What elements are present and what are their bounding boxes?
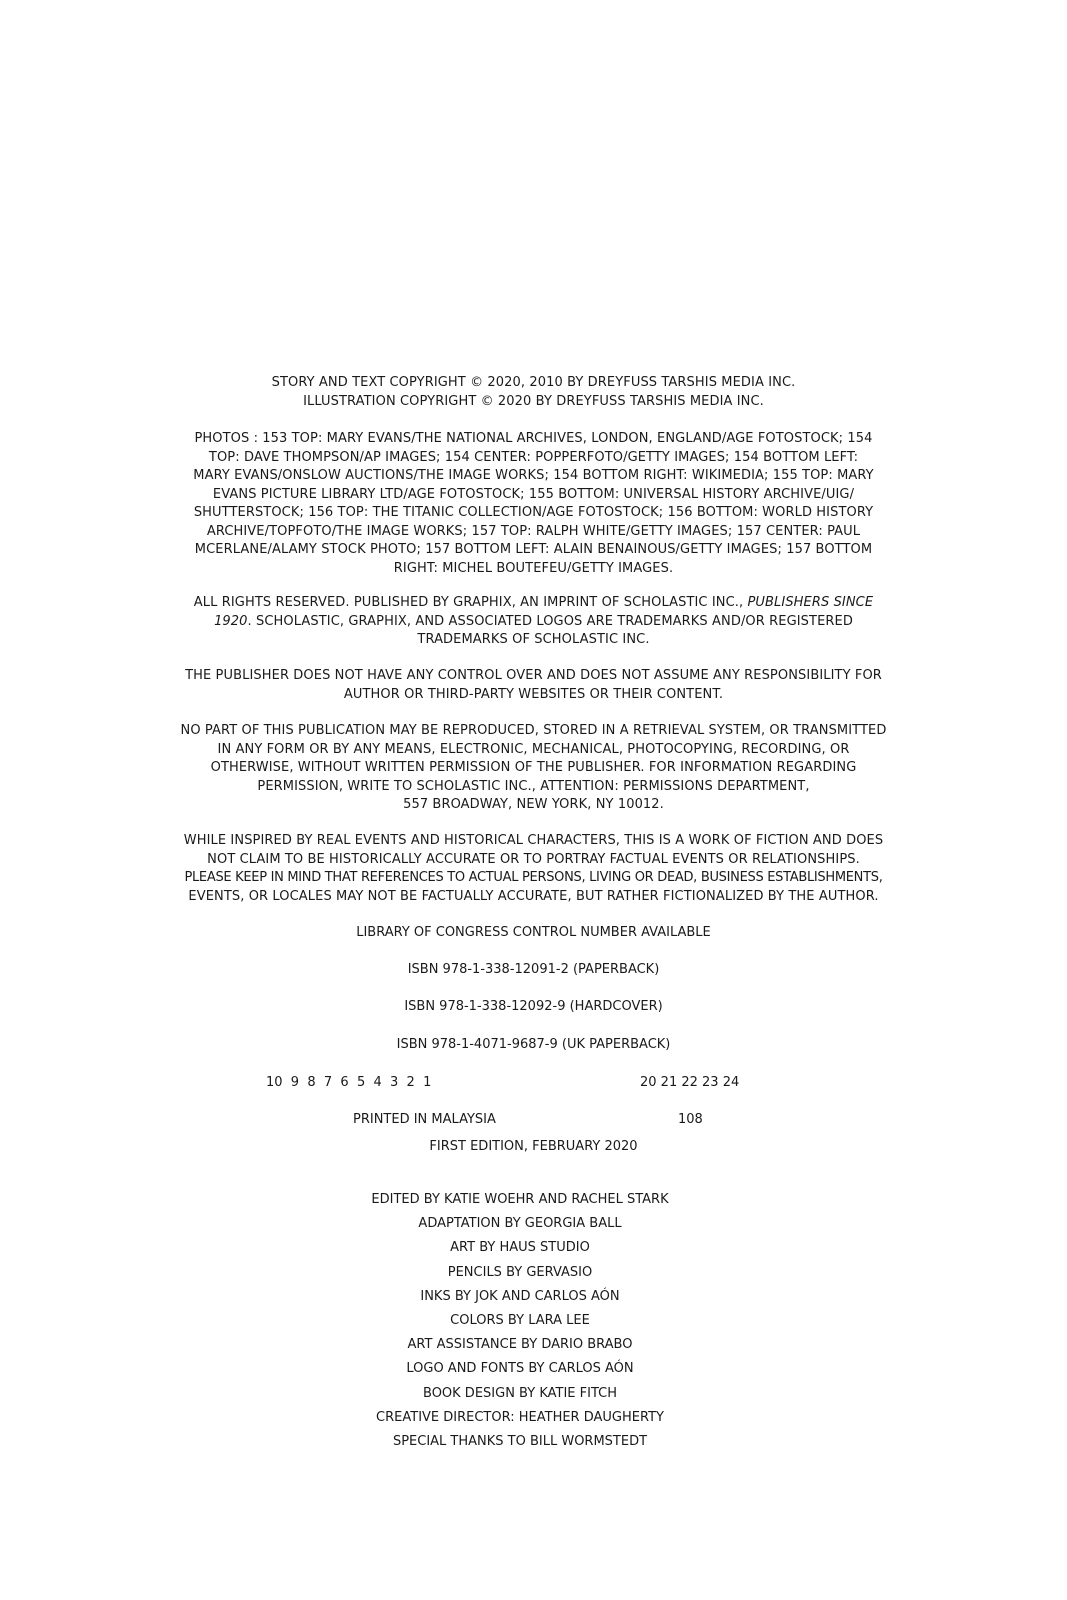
photo-credit-line: TOP: DAVE THOMPSON/AP IMAGES; 154 CENTER: POPPERFOTO/GETTY IMAGES; 154 BOTTOM LEFT: [208, 449, 859, 465]
rights-text: . SCHOLASTIC, GRAPHIX, AND ASSOCIATED LOGOS ARE TRADEMARKS AND/OR REGISTERED [247, 613, 853, 629]
credit-line: LOGO AND FONTS BY CARLOS AÓN [406, 1361, 634, 1377]
printing-numbers: 10 9 8 7 6 5 4 3 2 1 [266, 1075, 432, 1090]
reproduction-notice [170, 722, 897, 815]
publisher-note-line: AUTHOR OR THIRD-PARTY WEBSITES OR THEIR CONTENT. [343, 686, 724, 702]
fiction-line: PLEASE KEEP IN MIND THAT REFERENCES TO ACTUAL PERSONS, LIVING OR DEAD, BUSINESS ESTABLISHMENTS, [184, 870, 883, 885]
publisher-note-line: THE PUBLISHER DOES NOT HAVE ANY CONTROL OVER AND DOES NOT ASSUME ANY RESPONSIBILITY FOR [185, 668, 882, 683]
photo-credit-line: SHUTTERSTOCK; 156 TOP: THE TITANIC COLLECTION/AGE FOTOSTOCK; 156 BOTTOM: WORLD HISTORY [193, 505, 874, 520]
rights-line [170, 613, 897, 632]
photo-credit-line: MARY EVANS/ONSLOW AUCTIONS/THE IMAGE WORKS; 154 BOTTOM RIGHT: WIKIMEDIA; 155 TOP: MARY [193, 468, 874, 483]
credits-list [0, 1188, 1040, 1454]
credit-line: CREATIVE DIRECTOR: HEATHER DAUGHERTY [376, 1409, 664, 1425]
rights-line [170, 594, 897, 613]
publisher-note [170, 667, 897, 704]
rights-line: TRADEMARKS OF SCHOLASTIC INC. [417, 632, 650, 647]
fiction-line: EVENTS, OR LOCALES MAY NOT BE FACTUALLY ACCURATE, BUT RATHER FICTIONALIZED BY THE AUTHOR. [188, 888, 879, 904]
rights-reserved [170, 594, 897, 650]
publishers-since: PUBLISHERS SINCE [747, 595, 874, 610]
credit-line: COLORS BY LARA LEE [450, 1312, 590, 1328]
isbn-paperback: ISBN 978-1-338-12091-2 (PAPERBACK) [407, 962, 660, 977]
photo-credit-line: MCERLANE/ALAMY STOCK PHOTO; 157 BOTTOM LEFT: ALAIN BENAINOUS/GETTY IMAGES; 157 BOTTOM [194, 542, 873, 557]
credit-line: EDITED BY KATIE WOEHR AND RACHEL STARK [371, 1192, 669, 1207]
photo-credit-line: ARCHIVE/TOPFOTO/THE IMAGE WORKS; 157 TOP: RALPH WHITE/GETTY IMAGES; 157 CENTER: PAUL [206, 523, 861, 539]
isbn-uk-paperback: ISBN 978-1-4071-9687-9 (UK PAPERBACK) [396, 1037, 671, 1052]
rights-text: ALL RIGHTS RESERVED. PUBLISHED BY GRAPHIX, AN IMPRINT OF SCHOLASTIC INC., [193, 595, 748, 610]
credit-line: INKS BY JOK AND CARLOS AÓN [420, 1288, 620, 1304]
reproduction-line: IN ANY FORM OR BY ANY MEANS, ELECTRONIC, MECHANICAL, PHOTOCOPYING, RECORDING, OR [217, 741, 850, 757]
printing-years: 20 21 22 23 24 [640, 1075, 740, 1090]
credit-line: SPECIAL THANKS TO BILL WORMSTEDT [392, 1433, 648, 1449]
copyright-line: STORY AND TEXT COPYRIGHT © 2020, 2010 BY DREYFUSS TARSHIS MEDIA INC. [271, 375, 796, 390]
reproduction-line: OTHERWISE, WITHOUT WRITTEN PERMISSION OF THE PUBLISHER. FOR INFORMATION REGARDING [210, 760, 857, 775]
fiction-line: NOT CLAIM TO BE HISTORICALLY ACCURATE OR TO PORTRAY FACTUAL EVENTS OR RELATIONSHIPS. [207, 851, 860, 867]
photo-credit-line: RIGHT: MICHEL BOUTEFEU/GETTY IMAGES. [393, 560, 674, 576]
copyright-line: ILLUSTRATION COPYRIGHT © 2020 BY DREYFUSS TARSHIS MEDIA INC. [303, 393, 764, 409]
credit-line: ART BY HAUS STUDIO [450, 1240, 590, 1256]
isbn-hardcover: ISBN 978-1-338-12092-9 (HARDCOVER) [404, 999, 663, 1014]
fiction-line: WHILE INSPIRED BY REAL EVENTS AND HISTORICAL CHARACTERS, THIS IS A WORK OF FICTION AND DOES [183, 833, 884, 848]
credit-line: ART ASSISTANCE BY DARIO BRABO [407, 1337, 633, 1353]
loc-control-number: LIBRARY OF CONGRESS CONTROL NUMBER AVAILABLE [356, 925, 711, 940]
credit-line: BOOK DESIGN BY KATIE FITCH [423, 1385, 617, 1401]
credit-line: PENCILS BY GERVASIO [447, 1264, 593, 1280]
photo-credits [170, 430, 897, 578]
copyright-block [170, 374, 897, 411]
publishers-since-year: 1920 [214, 613, 248, 629]
plant-number: 108 [678, 1112, 703, 1127]
reproduction-line: 557 BROADWAY, NEW YORK, NY 10012. [403, 797, 664, 812]
credit-line: ADAPTATION BY GEORGIA BALL [418, 1216, 622, 1232]
fiction-disclaimer [160, 832, 907, 906]
photo-credit-line: EVANS PICTURE LIBRARY LTD/AGE FOTOSTOCK; 155 BOTTOM: UNIVERSAL HISTORY ARCHIVE/UIG/ [212, 486, 855, 502]
reproduction-line: PERMISSION, WRITE TO SCHOLASTIC INC., ATTENTION: PERMISSIONS DEPARTMENT, [257, 778, 810, 794]
photo-credit-line: PHOTOS : 153 TOP: MARY EVANS/THE NATIONAL ARCHIVES, LONDON, ENGLAND/AGE FOTOSTOCK; 154 [194, 431, 873, 446]
reproduction-line: NO PART OF THIS PUBLICATION MAY BE REPRODUCED, STORED IN A RETRIEVAL SYSTEM, OR TRANSMITTED [180, 723, 887, 738]
edition: FIRST EDITION, FEBRUARY 2020 [429, 1139, 638, 1154]
printed-in: PRINTED IN MALAYSIA [353, 1112, 496, 1127]
